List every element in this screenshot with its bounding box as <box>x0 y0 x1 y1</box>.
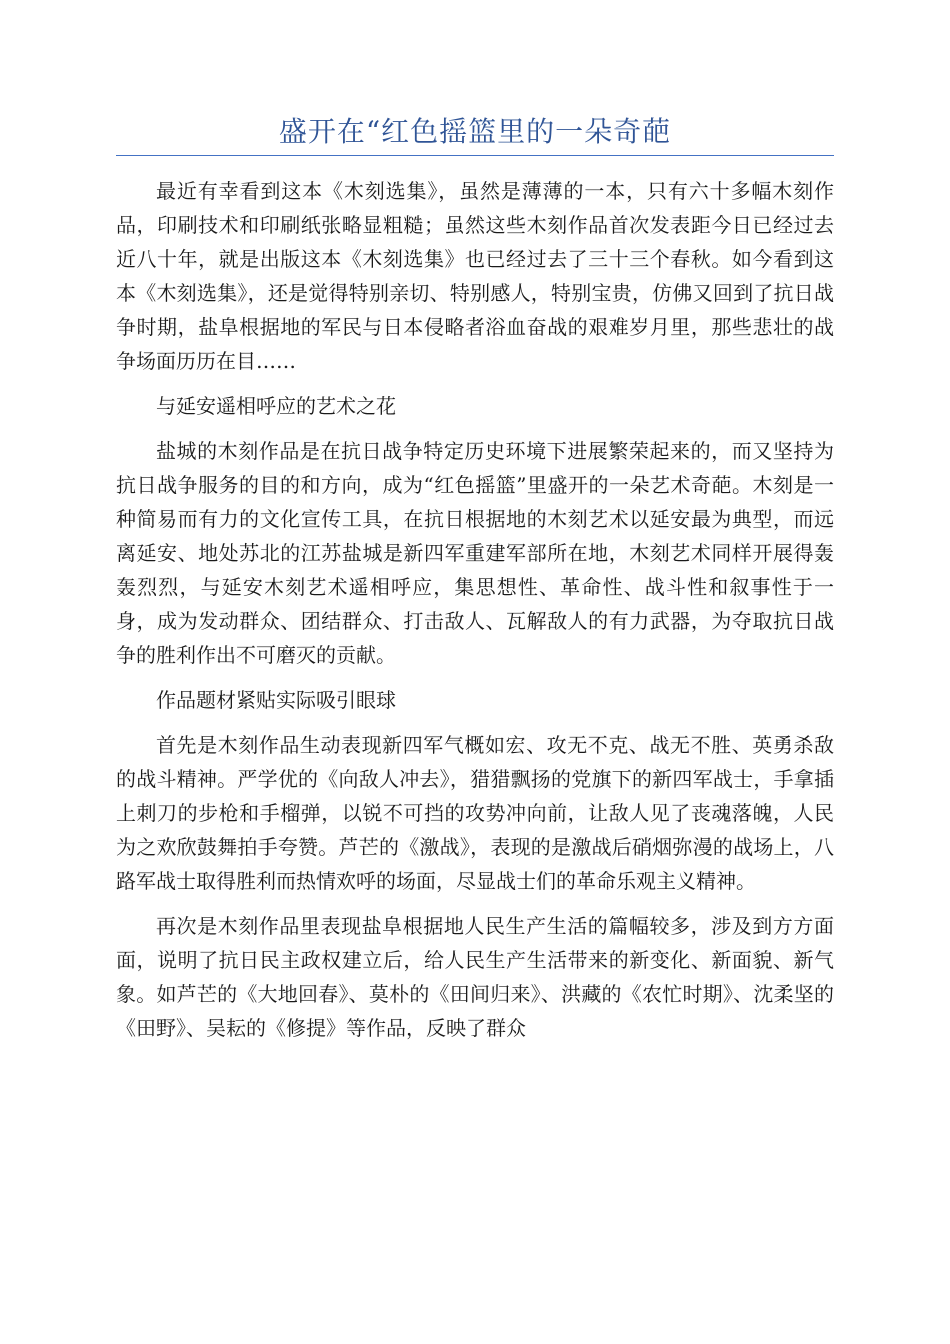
paragraph-battle-spirit: 首先是木刻作品生动表现新四军气概如宏、攻无不克、战无不胜、英勇杀敌的战斗精神。严学优的《向敌人冲去》，猎猎飘扬的党旗下的新四军战士，手拿插上刺刀的步枪和手榴弹，以锐不可挡的攻势冲向前，让敌人见了丧魂落魄，人民为之欢欣鼓舞拍手夸赞。芦芒的《激战》，表现的是激战后硝烟弥漫的战场上，八路军战士取得胜利而热情欢呼的场面，尽显战士们的革命乐观主义精神。 <box>116 733 834 893</box>
document-body <box>116 174 834 1056</box>
document-title: 盛开在“红色摇篮里的一朵奇葩 <box>278 115 672 148</box>
title-underline <box>116 155 834 156</box>
paragraph-yancheng-woodcut: 盐城的木刻作品是在抗日战争特定历史环境下进展繁荣起来的，而又坚持为抗日战争服务的目的和方向，成为“红色摇篮”里盛开的一朵艺术奇葩。木刻是一种简易而有力的文化宣传工具，在抗日根据地的木刻艺术以延安最为典型，而远离延安、地处苏北的江苏盐城是新四军重建军部所在地，木刻艺术同样开展得轰轰烈烈，与延安木刻艺术遥相呼应，集思想性、革命性、战斗性和叙事性于一身，成为发动群众、团结群众、打击敌人、瓦解敌人的有力武器，为夺取抗日战争的胜利作出不可磨灭的贡献。 <box>116 439 834 667</box>
paragraph-production-life: 再次是木刻作品里表现盐阜根据地人民生产生活的篇幅较多，涉及到方方面面，说明了抗日民主政权建立后，给人民生产生活带来的新变化、新面貌、新气象。如芦芒的《大地回春》、莫朴的《田间归来》、洪藏的《农忙时期》、沈柔坚的《田野》、吴耘的《修提》等作品，反映了群众 <box>116 914 834 1040</box>
paragraph-intro: 最近有幸看到这本《木刻选集》，虽然是薄薄的一本，只有六十多幅木刻作品，印刷技术和印刷纸张略显粗糙；虽然这些木刻作品首次发表距今日已经过去近八十年，就是出版这本《木刻选集》也已经过去了三十三个春秋。如今看到这本《木刻选集》，还是觉得特别亲切、特别感人，特别宝贵，仿佛又回到了抗日战争时期，盐阜根据地的军民与日本侵略者浴血奋战的艰难岁月里，那些悲壮的战争场面历历在目…… <box>116 179 834 373</box>
section-heading-themes: 作品题材紧贴实际吸引眼球 <box>156 688 396 712</box>
section-heading-art: 与延安遥相呼应的艺术之花 <box>156 394 396 418</box>
